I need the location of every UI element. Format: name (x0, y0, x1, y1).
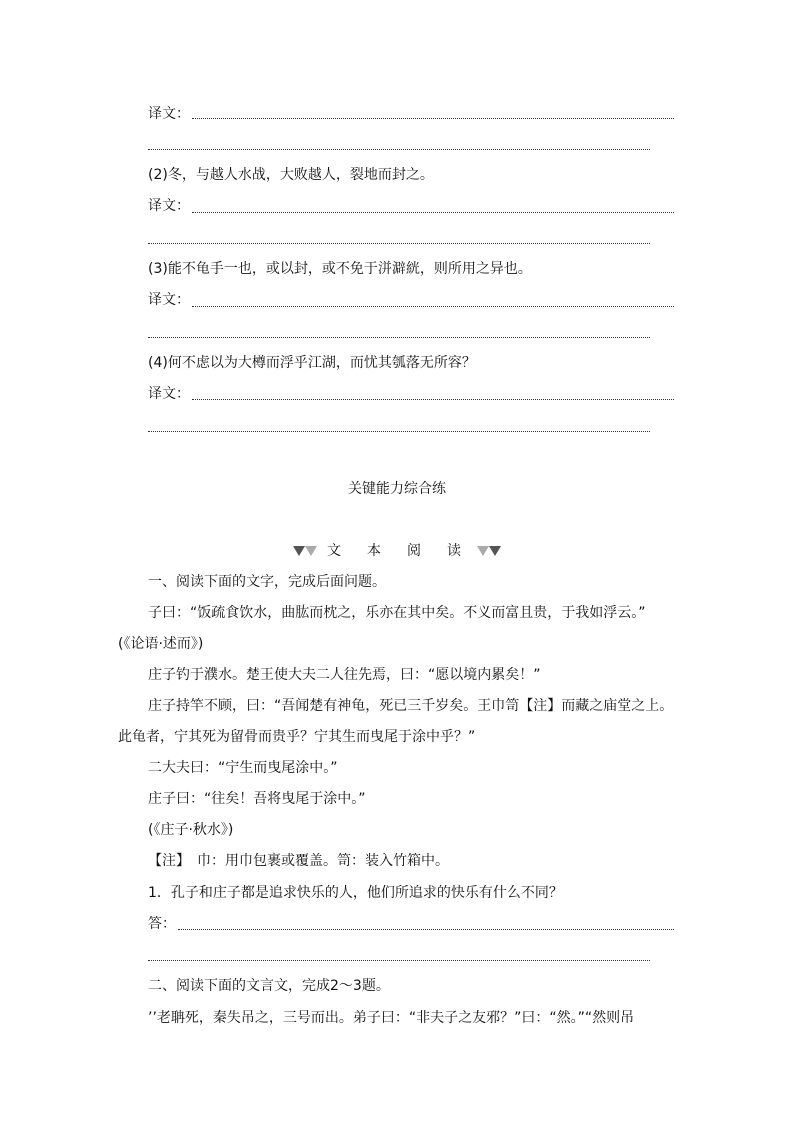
analects-quote: 子曰：“饭疏食饮水，曲肱而枕之，乐亦在其中矣。不义而富且贵，于我如浮云。” (148, 605, 646, 621)
passage-paragraph: 二大夫曰：“宁生而曳尾涂中。” (148, 760, 338, 776)
translation-label: 译文： (148, 198, 190, 214)
triangle-icon (305, 546, 317, 556)
passage-paragraph: 庄子曰：“往矣！吾将曳尾于涂中。” (148, 791, 366, 807)
question-1: 1．孔子和庄子都是追求快乐的人，他们所追求的快乐有什么不同？ (148, 885, 563, 901)
translation-label: 译文： (148, 106, 190, 122)
passage-paragraph: ’’老聃死，秦失吊之，三号而出。弟子曰：“非夫子之友邪？”曰：“然。”“然则吊 (148, 1010, 635, 1026)
triangle-icon (477, 546, 489, 556)
answer-line[interactable] (192, 118, 674, 119)
item-2: (2)冬，与越人水战，大败越人，裂地而封之。 (148, 167, 434, 183)
item-4: (4)何不虑以为大樽而浮乎江湖，而忧其瓠落无所容？ (148, 355, 476, 371)
answer-line[interactable] (148, 337, 650, 338)
translation-label: 译文： (148, 292, 190, 308)
reading-heading (0, 542, 794, 560)
passage-paragraph: 庄子持竿不顾，曰：“吾闻楚有神龟，死已三千岁矣。王巾笥【注】而藏之庙堂之上。 (148, 698, 674, 714)
footnote: 【注】 巾：用巾包裹或覆盖。笥：装入竹箱中。 (148, 853, 449, 869)
translation-label: 译文： (148, 386, 190, 402)
answer-line[interactable] (148, 960, 650, 961)
answer-line[interactable] (192, 212, 674, 213)
triangle-icon (293, 546, 305, 556)
triangle-icon (489, 546, 501, 556)
question-intro: 二、阅读下面的文言文，完成2～3题。 (148, 978, 390, 994)
passage-paragraph: 此龟者，宁其死为留骨而贵乎？宁其生而曳尾于涂中乎？” (118, 729, 476, 745)
answer-line[interactable] (148, 243, 650, 244)
section-title: 关键能力综合练 (348, 481, 446, 497)
zhuangzi-source: (《庄子·秋水》) (148, 822, 234, 838)
analects-source: (《论语·述而》) (118, 636, 204, 652)
answer-line[interactable] (192, 399, 674, 400)
answer-line[interactable] (148, 431, 650, 432)
passage-paragraph: 庄子钓于濮水。楚王使大夫二人往先焉，曰：“愿以境内累矣！” (148, 667, 541, 683)
reading-heading-text: 文 本 阅 读 (327, 543, 467, 559)
question-intro: 一、阅读下面的文字，完成后面问题。 (148, 574, 386, 590)
item-3: (3)能不龟手一也，或以封，或不免于洴澼絖，则所用之异也。 (148, 261, 532, 277)
answer-line[interactable] (148, 149, 650, 150)
answer-line[interactable] (178, 929, 674, 930)
answer-label: 答： (148, 916, 176, 932)
answer-line[interactable] (192, 306, 674, 307)
